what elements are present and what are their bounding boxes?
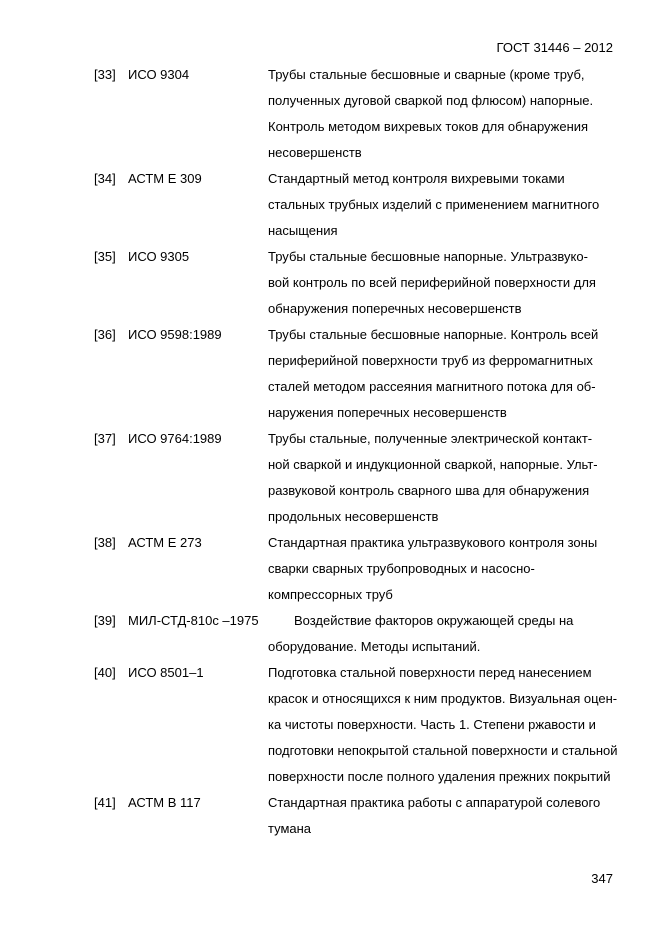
reference-line: подготовки непокрытой стальной поверхности и стальной	[268, 743, 618, 758]
reference-number: [33]	[94, 67, 116, 82]
reference-description	[268, 166, 624, 244]
reference-description	[268, 660, 624, 790]
reference-item-34	[94, 166, 624, 244]
reference-line: полученных дуговой сваркой под флюсом) напорные.	[268, 93, 594, 108]
reference-code: ИСО 9764:1989	[128, 431, 222, 446]
reference-code: АСТМ В 117	[128, 795, 201, 810]
reference-line: Контроль методом вихревых токов для обнаружения	[268, 119, 589, 134]
reference-description	[268, 322, 624, 426]
reference-description	[268, 62, 624, 166]
reference-code: АСТМ Е 309	[128, 171, 202, 186]
reference-item-33	[94, 62, 624, 166]
reference-code: ИСО 9304	[128, 67, 190, 82]
reference-line: насыщения	[268, 223, 338, 238]
reference-description	[268, 426, 624, 530]
reference-line: развуковой контроль сварного шва для обнаружения	[268, 483, 590, 498]
reference-line: продольных несовершенств	[268, 509, 439, 524]
reference-item-40	[94, 660, 624, 790]
reference-number: [36]	[94, 327, 116, 342]
reference-number: [35]	[94, 249, 116, 264]
reference-line: оборудование. Методы испытаний.	[268, 639, 481, 654]
reference-line: сталей методом рассеяния магнитного потока для об-	[268, 379, 596, 394]
reference-line: поверхности после полного удаления прежних покрытий	[268, 769, 611, 784]
reference-item-41	[94, 790, 624, 842]
reference-description	[268, 608, 624, 660]
reference-description	[268, 790, 624, 842]
reference-line: Трубы стальные, полученные электрической контакт-	[268, 431, 593, 446]
reference-code: МИЛ-СТД-810с –1975	[128, 613, 259, 628]
reference-line: ной сваркой и индукционной сваркой, напорные. Ульт-	[268, 457, 598, 472]
document-header: ГОСТ 31446 – 2012	[496, 40, 613, 55]
reference-line: Стандартная практика работы с аппаратурой солевого	[268, 795, 601, 810]
reference-line: Стандартная практика ультразвукового контроля зоны	[268, 535, 598, 550]
reference-line: вой контроль по всей периферийной поверхности для	[268, 275, 596, 290]
reference-line: стальных трубных изделий с применением магнитного	[268, 197, 600, 212]
page-number: 347	[591, 871, 613, 886]
reference-line: сварки сварных трубопроводных и насосно-	[268, 561, 535, 576]
reference-code: ИСО 9305	[128, 249, 190, 264]
reference-number: [40]	[94, 665, 116, 680]
reference-line: несовершенств	[268, 145, 362, 160]
reference-description	[268, 530, 624, 608]
reference-code: ИСО 8501–1	[128, 665, 204, 680]
reference-line: наружения поперечных несовершенств	[268, 405, 507, 420]
reference-line: периферийной поверхности труб из ферромагнитных	[268, 353, 593, 368]
reference-line: компрессорных труб	[268, 587, 393, 602]
reference-item-39	[94, 608, 624, 660]
reference-line: Трубы стальные бесшовные напорные. Ультразвуко-	[268, 249, 588, 264]
reference-line: Стандартный метод контроля вихревыми токами	[268, 171, 565, 186]
reference-list	[94, 62, 624, 842]
reference-item-35	[94, 244, 624, 322]
reference-line: Трубы стальные бесшовные напорные. Контроль всей	[268, 327, 599, 342]
reference-code: ИСО 9598:1989	[128, 327, 222, 342]
reference-line: обнаружения поперечных несовершенств	[268, 301, 522, 316]
reference-item-38	[94, 530, 624, 608]
reference-line: Трубы стальные бесшовные и сварные (кроме труб,	[268, 67, 585, 82]
reference-item-36	[94, 322, 624, 426]
reference-code: АСТМ Е 273	[128, 535, 202, 550]
reference-line: ка чистоты поверхности. Часть 1. Степени ржавости и	[268, 717, 596, 732]
reference-line: тумана	[268, 821, 312, 836]
reference-line: Воздействие факторов окружающей среды на	[294, 613, 574, 628]
reference-line: Подготовка стальной поверхности перед нанесением	[268, 665, 592, 680]
reference-description	[268, 244, 624, 322]
reference-number: [38]	[94, 535, 116, 550]
reference-line: красок и относящихся к ним продуктов. Визуальная оцен-	[268, 691, 618, 706]
reference-item-37	[94, 426, 624, 530]
reference-number: [39]	[94, 613, 116, 628]
reference-number: [41]	[94, 795, 116, 810]
reference-number: [37]	[94, 431, 116, 446]
reference-number: [34]	[94, 171, 116, 186]
